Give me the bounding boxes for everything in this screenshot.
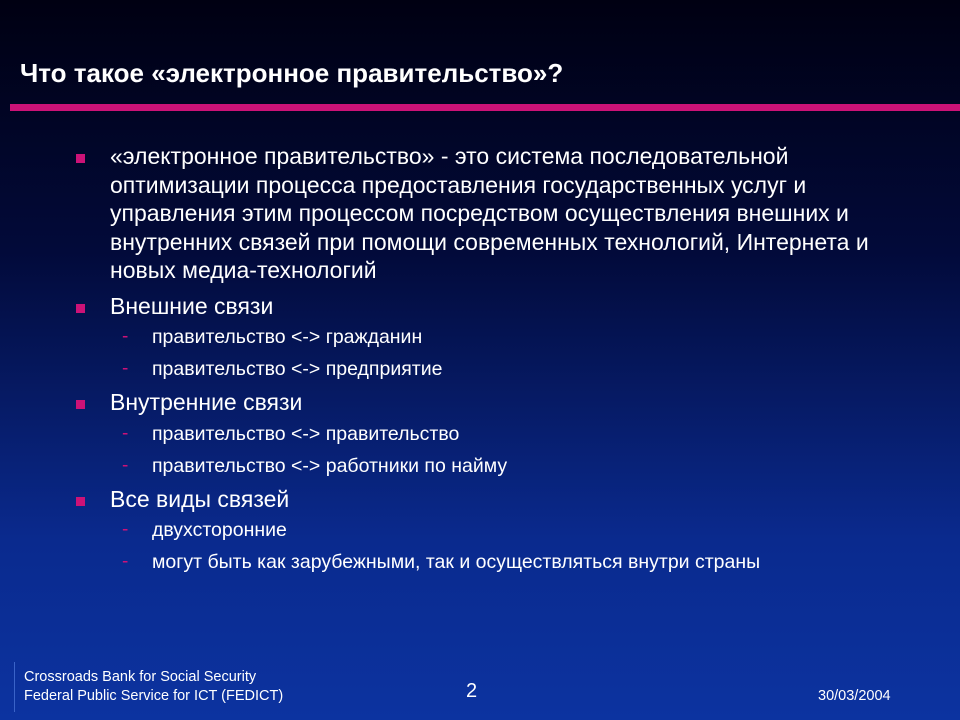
sub-item-text: двухсторонние [152,519,287,541]
dash-bullet-icon: - [122,358,129,379]
footer-org-line-1: Crossroads Bank for Social Security [24,669,257,685]
bullet-definition [76,142,876,285]
sub-item [76,324,876,350]
footer-date: 30/03/2004 [818,688,891,704]
bullet-text: Все виды связей [110,485,290,512]
sub-item-text: правительство <-> работники по найму [152,454,508,477]
dash-bullet-icon: - [122,551,129,572]
sub-item [76,453,876,479]
bullet-text: Внутренние связи [110,389,303,415]
sub-item-text: правительство <-> правительство [152,422,460,445]
slide-body [76,142,876,581]
title-divider [10,104,960,111]
dash-bullet-icon: - [122,422,129,444]
bullet-internal-links [76,388,876,417]
sub-item-text: правительство <-> предприятие [152,358,443,380]
square-bullet-icon [76,497,85,506]
sub-list [76,324,876,382]
square-bullet-icon [76,154,85,163]
dash-bullet-icon: - [122,519,129,540]
sub-list [76,517,876,575]
bullet-all-links [76,485,876,514]
sub-item [76,517,876,543]
slide-title: Что такое «электронное правительство»? [20,58,564,88]
dash-bullet-icon: - [122,454,129,476]
bullet-text: Внешние связи [110,292,274,319]
square-bullet-icon [76,400,85,409]
page-number: 2 [466,680,478,702]
footer-divider [14,662,15,712]
footer-org-line-2: Federal Public Service for ICT (FEDICT) [24,688,284,704]
bullet-text: «электронное правительство» - это система последовательной оптимизации процесса предоставления государственных услуг и управления этим процессом посредством осуществления внешних и внутренних связей при помощи современных технологий, Интернета и новых медиа-технологий [110,143,869,283]
bullet-external-links [76,292,876,321]
dash-bullet-icon: - [122,326,129,347]
sub-item [76,356,876,382]
square-bullet-icon [76,304,85,313]
footer-organization [24,668,283,706]
sub-item-text: правительство <-> гражданин [152,326,423,348]
sub-item-text: могут быть как зарубежными, так и осуществляться внутри страны [152,551,761,573]
sub-list [76,421,876,479]
sub-item [76,421,876,447]
sub-item [76,549,876,575]
